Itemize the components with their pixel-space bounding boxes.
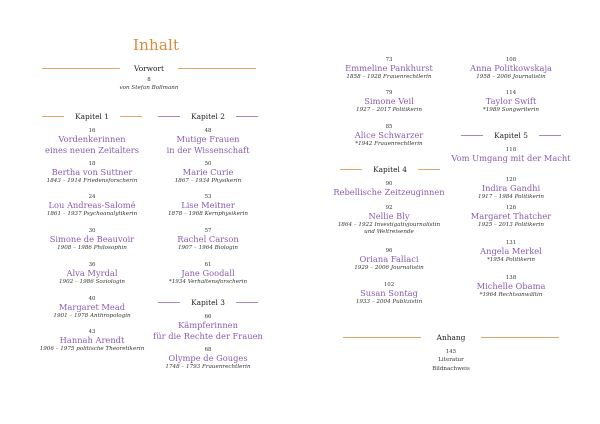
chapter-title: Rebellische Zeitzeuginnen bbox=[333, 187, 445, 197]
person-info: *1954 Politikerin bbox=[486, 257, 536, 263]
list-item[interactable] bbox=[436, 205, 586, 229]
chapter-title: Kämpferinnen bbox=[178, 320, 238, 330]
page-number: 18 bbox=[88, 161, 96, 167]
person-info: und Weltreisende bbox=[364, 229, 414, 235]
page-number: 68 bbox=[204, 347, 212, 353]
page-number: 126 bbox=[505, 205, 517, 211]
list-item[interactable] bbox=[436, 275, 586, 299]
page-number: 16 bbox=[88, 128, 96, 134]
person-name: Taylor Swift bbox=[485, 96, 537, 106]
person-name: Nellie Bly bbox=[368, 211, 410, 221]
chapter-heading[interactable] bbox=[133, 314, 283, 342]
section-kapitel-2 bbox=[158, 112, 258, 122]
divider bbox=[178, 68, 256, 69]
list-item[interactable] bbox=[436, 90, 586, 114]
page-number: 66 bbox=[204, 314, 212, 320]
page-number: 79 bbox=[385, 90, 393, 96]
appendix-item: Bildnachweis bbox=[432, 366, 470, 372]
page-number: 138 bbox=[505, 275, 517, 281]
page-number: 24 bbox=[88, 194, 96, 200]
person-info: 1901 – 1978 Anthropologin bbox=[53, 313, 131, 319]
person-name: Lise Meitner bbox=[181, 200, 235, 210]
page-number: 145 bbox=[445, 349, 457, 355]
page-number: 118 bbox=[505, 147, 517, 153]
divider bbox=[236, 116, 258, 117]
page-number: 48 bbox=[204, 128, 212, 134]
person-name: Angela Merkel bbox=[480, 246, 542, 256]
section-kapitel-1 bbox=[42, 112, 142, 122]
person-name: Margaret Thatcher bbox=[470, 211, 552, 221]
list-item[interactable] bbox=[133, 347, 283, 371]
person-name: Alva Myrdal bbox=[66, 268, 118, 278]
chapter-title: in der Wissenschaft bbox=[166, 145, 250, 155]
appendix-item: Literatur bbox=[438, 357, 464, 363]
author-line: von Stefan Bollmann bbox=[119, 85, 179, 91]
page-number: 102 bbox=[383, 282, 395, 288]
person-info: 1929 – 2006 Journalistin bbox=[354, 265, 424, 271]
page-number: 53 bbox=[204, 194, 212, 200]
section-label: Kapitel 4 bbox=[373, 165, 407, 174]
person-name: Hannah Arendt bbox=[59, 335, 125, 345]
page-title: Inhalt bbox=[133, 36, 180, 54]
divider bbox=[120, 116, 142, 117]
chapter-heading[interactable] bbox=[133, 128, 283, 156]
list-item[interactable] bbox=[133, 194, 283, 218]
section-vorwort bbox=[42, 64, 256, 74]
page-number: 90 bbox=[385, 181, 393, 187]
person-name: Alice Schwarzer bbox=[354, 130, 424, 140]
page-number: 61 bbox=[204, 262, 212, 268]
divider bbox=[236, 302, 258, 303]
person-info: *1964 Rechtsanwältin bbox=[479, 292, 543, 298]
person-info: 1925 – 2013 Politikerin bbox=[478, 222, 544, 228]
page-number: 30 bbox=[88, 228, 96, 234]
person-name: Anna Politkowskaja bbox=[469, 63, 553, 73]
person-info: 1878 – 1968 Kernphysikerin bbox=[168, 211, 248, 217]
list-item[interactable] bbox=[133, 161, 283, 185]
chapter-title: Vordenkerinnen bbox=[58, 134, 126, 144]
section-kapitel-4 bbox=[340, 165, 440, 175]
section-label: Vorwort bbox=[134, 64, 164, 73]
person-name: Bertha von Suttner bbox=[51, 167, 133, 177]
page-number: 131 bbox=[505, 240, 517, 246]
person-name: Indira Gandhi bbox=[481, 183, 541, 193]
list-item[interactable] bbox=[436, 177, 586, 201]
person-name: Marie Curie bbox=[182, 167, 234, 177]
person-name: Olympe de Gouges bbox=[168, 353, 248, 363]
list-item[interactable] bbox=[133, 228, 283, 252]
page-number: 108 bbox=[505, 57, 517, 63]
person-info: 1843 – 1914 Friedensforscherin bbox=[46, 178, 138, 184]
section-kapitel-5 bbox=[461, 131, 561, 141]
chapter-title: eines neuen Zeitalters bbox=[45, 145, 139, 155]
page-number: 57 bbox=[204, 228, 212, 234]
page-number: 120 bbox=[505, 177, 517, 183]
section-label: Anhang bbox=[436, 333, 466, 342]
section-label: Kapitel 2 bbox=[191, 112, 225, 121]
person-name: Emmeline Pankhurst bbox=[345, 63, 433, 73]
page-number: 8 bbox=[147, 77, 151, 83]
person-info: 1906 – 1975 politische Theoretikerin bbox=[39, 346, 145, 352]
page-number: 50 bbox=[204, 161, 212, 167]
list-item[interactable] bbox=[133, 262, 283, 286]
anhang-entry[interactable] bbox=[376, 349, 526, 373]
person-name: Michelle Obama bbox=[476, 281, 546, 291]
person-info: 1864 – 1922 Investigativjournalistin bbox=[337, 222, 441, 228]
person-name: Simone de Beauvoir bbox=[49, 234, 135, 244]
person-info: 1861 – 1937 Psychoanalytikerin bbox=[46, 211, 138, 217]
person-info: 1958 – 2006 Journalistin bbox=[476, 74, 546, 80]
chapter-title: für die Rechte der Frauen bbox=[153, 331, 263, 341]
chapter-heading[interactable] bbox=[436, 147, 586, 164]
person-name: Jane Goodall bbox=[181, 268, 235, 278]
person-info: 1907 – 1964 Biologin bbox=[178, 245, 238, 251]
person-info: 1902 – 1986 Soziologin bbox=[58, 279, 126, 285]
person-info: 1927 – 2017 Politikerin bbox=[356, 107, 422, 113]
person-info: 1917 – 1984 Politikerin bbox=[478, 194, 544, 200]
person-info: 1867 – 1934 Physikerin bbox=[174, 178, 242, 184]
chapter-title: Mutige Frauen bbox=[176, 134, 240, 144]
page-number: 92 bbox=[385, 205, 393, 211]
list-item[interactable] bbox=[436, 57, 586, 81]
person-info: 1748 – 1793 Frauenrechtlerin bbox=[165, 364, 251, 370]
page-number: 36 bbox=[88, 262, 96, 268]
section-kapitel-3 bbox=[158, 298, 258, 308]
page-number: 43 bbox=[88, 329, 96, 335]
person-info: 1908 – 1986 Philosophin bbox=[57, 245, 127, 251]
person-name: Lou Andreas-Salomé bbox=[48, 200, 136, 210]
list-item[interactable] bbox=[314, 124, 464, 148]
person-info: 1858 – 1928 Frauenrechtlerin bbox=[346, 74, 432, 80]
person-name: Margaret Mead bbox=[58, 302, 126, 312]
person-info: *1934 Verhaltensforscherin bbox=[168, 279, 248, 285]
page-number: 73 bbox=[385, 57, 393, 63]
divider bbox=[481, 337, 559, 338]
chapter-title: Vom Umgang mit der Macht bbox=[451, 153, 571, 163]
page-number: 96 bbox=[385, 248, 393, 254]
section-label: Kapitel 5 bbox=[494, 131, 528, 140]
page-number: 114 bbox=[505, 90, 517, 96]
section-label: Kapitel 3 bbox=[191, 298, 225, 307]
section-anhang bbox=[343, 333, 559, 343]
list-item[interactable] bbox=[436, 240, 586, 264]
divider bbox=[539, 135, 561, 136]
person-info: 1933 – 2004 Publizistin bbox=[355, 299, 423, 305]
divider bbox=[418, 169, 440, 170]
vorwort-entry[interactable] bbox=[74, 77, 224, 92]
person-info: *1989 Songwriterin bbox=[482, 107, 540, 113]
person-name: Rachel Carson bbox=[177, 234, 239, 244]
page-number: 85 bbox=[385, 124, 393, 130]
page-number: 40 bbox=[88, 296, 96, 302]
section-label: Kapitel 1 bbox=[75, 112, 109, 121]
person-name: Susan Sontag bbox=[360, 288, 418, 298]
person-name: Oriana Fallaci bbox=[359, 254, 419, 264]
person-info: *1942 Frauenrechtlerin bbox=[355, 141, 423, 147]
person-name: Simone Veil bbox=[364, 96, 414, 106]
